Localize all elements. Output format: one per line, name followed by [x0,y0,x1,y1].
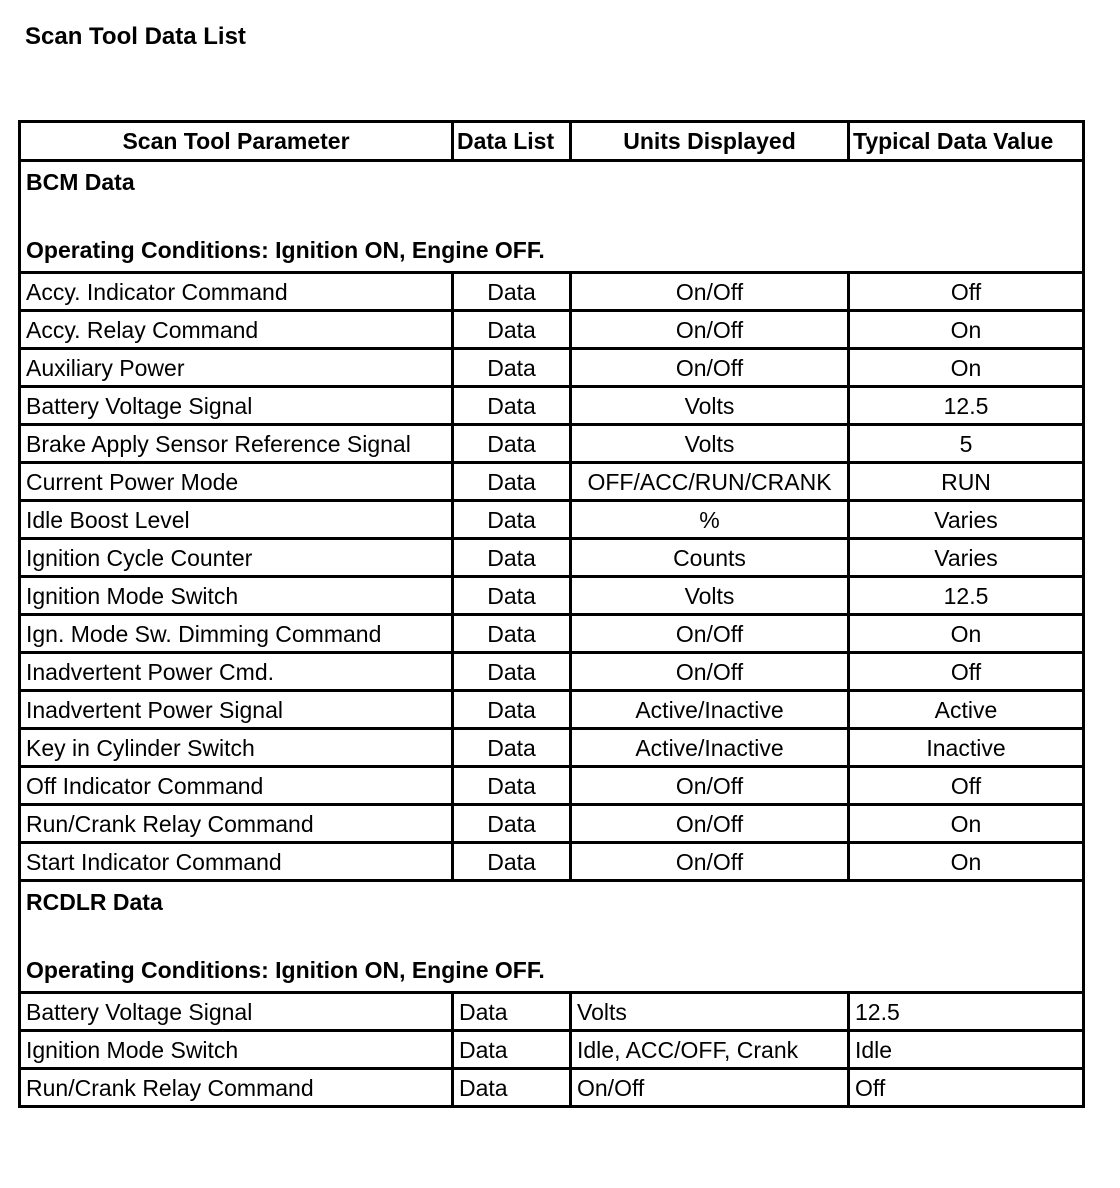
parameter-cell: Start Indicator Command [20,843,453,881]
scan-tool-data-table-container [18,120,1085,1108]
section-operating-conditions: Operating Conditions: Ignition ON, Engine OFF. [26,237,545,263]
data-list-cell: Data [453,349,571,387]
units-cell: Volts [571,577,849,615]
scan-tool-data-table [18,120,1085,1108]
typical-value-cell: Off [849,653,1084,691]
parameter-cell: Inadvertent Power Cmd. [20,653,453,691]
units-cell: Volts [571,425,849,463]
table-row [20,349,1084,387]
header-typical-data-value: Typical Data Value [849,122,1084,161]
data-list-cell: Data [453,843,571,881]
typical-value-cell: On [849,615,1084,653]
parameter-cell: Brake Apply Sensor Reference Signal [20,425,453,463]
units-cell: On/Off [571,615,849,653]
units-cell: On/Off [571,653,849,691]
units-cell: Idle, ACC/OFF, Crank [571,1031,849,1069]
units-cell: % [571,501,849,539]
table-row [20,653,1084,691]
units-cell: Volts [571,993,849,1031]
table-row [20,843,1084,881]
typical-value-cell: On [849,843,1084,881]
data-list-cell: Data [453,993,571,1031]
parameter-cell: Ignition Cycle Counter [20,539,453,577]
table-row [20,501,1084,539]
table-row [20,425,1084,463]
data-list-cell: Data [453,729,571,767]
table-row [20,767,1084,805]
typical-value-cell: Inactive [849,729,1084,767]
header-scan-tool-parameter: Scan Tool Parameter [20,122,453,161]
data-list-cell: Data [453,501,571,539]
section-header-cell [20,161,1084,273]
typical-value-cell: Off [849,767,1084,805]
section-header-cell [20,881,1084,993]
typical-value-cell: Varies [849,539,1084,577]
typical-value-cell: 12.5 [849,577,1084,615]
data-list-cell: Data [453,1069,571,1107]
data-list-cell: Data [453,691,571,729]
header-data-list: Data List [453,122,571,161]
table-row [20,1031,1084,1069]
table-row [20,311,1084,349]
parameter-cell: Run/Crank Relay Command [20,1069,453,1107]
table-row [20,805,1084,843]
units-cell: On/Off [571,273,849,311]
data-list-cell: Data [453,539,571,577]
data-list-cell: Data [453,767,571,805]
section-header-row [20,161,1084,273]
parameter-cell: Current Power Mode [20,463,453,501]
data-list-cell: Data [453,311,571,349]
table-row [20,539,1084,577]
units-cell: Volts [571,387,849,425]
header-units-displayed: Units Displayed [571,122,849,161]
parameter-cell: Idle Boost Level [20,501,453,539]
table-row [20,615,1084,653]
units-cell: On/Off [571,1069,849,1107]
table-row [20,387,1084,425]
section-title: BCM Data [26,169,135,195]
table-header [20,122,1084,161]
typical-value-cell: Idle [849,1031,1084,1069]
data-list-cell: Data [453,805,571,843]
data-list-cell: Data [453,387,571,425]
typical-value-cell: On [849,805,1084,843]
table-body [20,161,1084,1107]
units-cell: Counts [571,539,849,577]
units-cell: On/Off [571,311,849,349]
parameter-cell: Inadvertent Power Signal [20,691,453,729]
typical-value-cell: Varies [849,501,1084,539]
typical-value-cell: Off [849,1069,1084,1107]
parameter-cell: Ignition Mode Switch [20,577,453,615]
typical-value-cell: RUN [849,463,1084,501]
table-row [20,1069,1084,1107]
section-spacer [26,195,1077,237]
table-row [20,273,1084,311]
typical-value-cell: 12.5 [849,387,1084,425]
typical-value-cell: On [849,349,1084,387]
typical-value-cell: 5 [849,425,1084,463]
units-cell: Active/Inactive [571,691,849,729]
typical-value-cell: 12.5 [849,993,1084,1031]
units-cell: OFF/ACC/RUN/CRANK [571,463,849,501]
data-list-cell: Data [453,463,571,501]
parameter-cell: Accy. Indicator Command [20,273,453,311]
typical-value-cell: Active [849,691,1084,729]
parameter-cell: Ignition Mode Switch [20,1031,453,1069]
data-list-cell: Data [453,577,571,615]
data-list-cell: Data [453,1031,571,1069]
data-list-cell: Data [453,653,571,691]
units-cell: On/Off [571,767,849,805]
parameter-cell: Ign. Mode Sw. Dimming Command [20,615,453,653]
header-row [20,122,1084,161]
parameter-cell: Accy. Relay Command [20,311,453,349]
units-cell: Active/Inactive [571,729,849,767]
table-row [20,577,1084,615]
data-list-cell: Data [453,425,571,463]
document-title: Scan Tool Data List [25,23,246,50]
section-title: RCDLR Data [26,889,163,915]
typical-value-cell: On [849,311,1084,349]
table-row [20,993,1084,1031]
parameter-cell: Battery Voltage Signal [20,387,453,425]
parameter-cell: Run/Crank Relay Command [20,805,453,843]
section-header-row [20,881,1084,993]
units-cell: On/Off [571,843,849,881]
units-cell: On/Off [571,349,849,387]
parameter-cell: Key in Cylinder Switch [20,729,453,767]
table-row [20,691,1084,729]
section-operating-conditions: Operating Conditions: Ignition ON, Engine OFF. [26,957,545,983]
data-list-cell: Data [453,273,571,311]
table-row [20,463,1084,501]
parameter-cell: Auxiliary Power [20,349,453,387]
parameter-cell: Battery Voltage Signal [20,993,453,1031]
data-list-cell: Data [453,615,571,653]
units-cell: On/Off [571,805,849,843]
parameter-cell: Off Indicator Command [20,767,453,805]
section-spacer [26,915,1077,957]
table-row [20,729,1084,767]
typical-value-cell: Off [849,273,1084,311]
